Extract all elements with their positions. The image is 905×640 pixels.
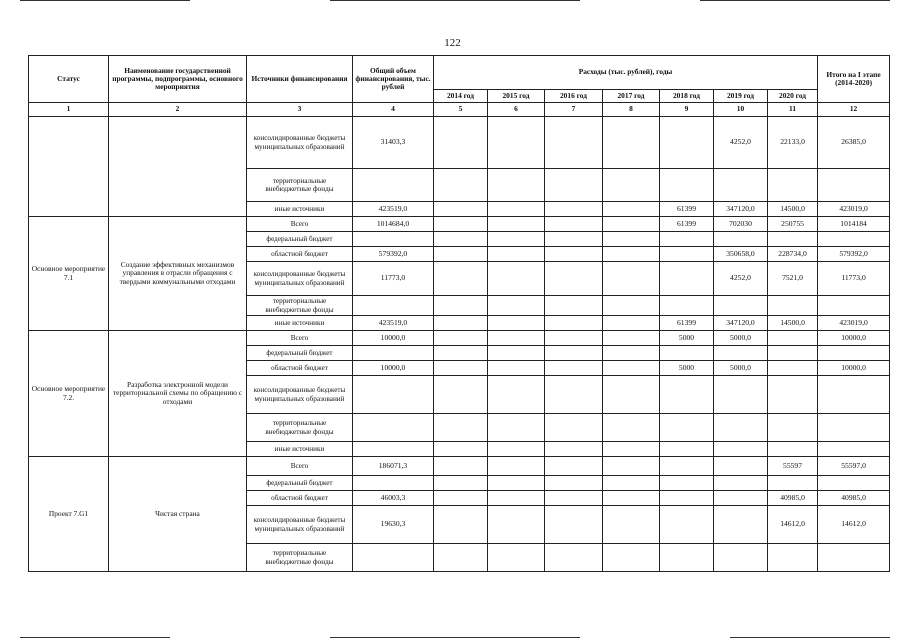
value-cell-y2014 [434,262,488,296]
value-cell-y2014 [434,169,488,202]
value-cell-y2019 [714,442,768,457]
value-cell-y2014 [434,217,488,232]
source-cell: федеральный бюджет [247,476,353,491]
status-cell: Основное мероприятие 7.1 [29,217,109,331]
value-cell-y2016 [545,414,603,442]
value-cell-total [353,169,434,202]
value-cell-y2018 [660,169,714,202]
value-cell-y2014 [434,202,488,217]
financing-table [28,55,890,572]
value-cell-stage: 11773,0 [818,262,890,296]
value-cell-y2017 [603,457,660,476]
value-cell-y2020 [768,544,818,572]
value-cell-y2014 [434,442,488,457]
source-cell: территориальные внебюджетные фонды [247,169,353,202]
header-year: 2014 год [434,90,488,103]
scan-edge-line [700,0,890,1]
value-cell-y2017 [603,262,660,296]
header-sources: Источники финансирования [247,56,353,103]
value-cell-stage: 40985,0 [818,491,890,506]
value-cell-y2018 [660,506,714,544]
value-cell-y2014 [434,296,488,316]
value-cell-y2017 [603,247,660,262]
value-cell-y2020: 40985,0 [768,491,818,506]
source-cell: федеральный бюджет [247,346,353,361]
source-cell: федеральный бюджет [247,232,353,247]
value-cell-total: 10000,0 [353,361,434,376]
header-year: 2018 год [660,90,714,103]
value-cell-y2019: 702030 [714,217,768,232]
value-cell-y2016 [545,476,603,491]
source-cell: территориальные внебюджетные фонды [247,544,353,572]
value-cell-y2019 [714,491,768,506]
source-cell: иные источники [247,442,353,457]
value-cell-y2020 [768,361,818,376]
value-cell-total [353,346,434,361]
value-cell-y2015 [488,232,545,247]
value-cell-y2018 [660,457,714,476]
value-cell-y2016 [545,346,603,361]
value-cell-total [353,414,434,442]
value-cell-y2018 [660,262,714,296]
value-cell-y2018 [660,376,714,414]
value-cell-y2014 [434,457,488,476]
program-name-cell: Чистая страна [109,457,247,572]
source-cell: консолидированные бюджеты муниципальных образований [247,376,353,414]
table-row [29,331,890,346]
source-cell: иные источники [247,202,353,217]
value-cell-y2020: 14500,0 [768,202,818,217]
source-cell: консолидированные бюджеты муниципальных образований [247,506,353,544]
value-cell-y2018 [660,491,714,506]
value-cell-y2015 [488,376,545,414]
scan-edge-line [730,637,890,638]
value-cell-y2017 [603,217,660,232]
value-cell-stage: 579392,0 [818,247,890,262]
value-cell-y2017 [603,232,660,247]
value-cell-y2018 [660,296,714,316]
value-cell-y2020: 228734,0 [768,247,818,262]
value-cell-y2019 [714,232,768,247]
value-cell-stage: 423019,0 [818,316,890,331]
value-cell-y2016 [545,376,603,414]
header-program: Наименование государственной программы, подпрограммы, основного мероприятия [109,56,247,103]
source-cell: консолидированные бюджеты муниципальных образований [247,117,353,169]
value-cell-y2019 [714,544,768,572]
value-cell-y2019 [714,169,768,202]
value-cell-total [353,376,434,414]
value-cell-y2019 [714,376,768,414]
value-cell-y2016 [545,331,603,346]
header-year: 2015 год [488,90,545,103]
value-cell-y2020 [768,232,818,247]
value-cell-y2018 [660,442,714,457]
value-cell-stage [818,296,890,316]
value-cell-y2018 [660,476,714,491]
value-cell-y2017 [603,346,660,361]
value-cell-y2015 [488,296,545,316]
value-cell-y2017 [603,316,660,331]
source-cell: Всего [247,217,353,232]
value-cell-y2014 [434,247,488,262]
value-cell-y2020: 14500,0 [768,316,818,331]
column-number: 3 [247,103,353,117]
value-cell-y2018 [660,232,714,247]
source-cell: областной бюджет [247,247,353,262]
value-cell-y2019 [714,476,768,491]
value-cell-y2019 [714,506,768,544]
value-cell-y2014 [434,316,488,331]
scan-edge-line [330,637,580,638]
value-cell-y2017 [603,491,660,506]
header-total-stage: Итого на I этапе (2014-2020) [818,56,890,103]
value-cell-stage [818,346,890,361]
value-cell-y2016 [545,296,603,316]
scan-edge-line [20,637,170,638]
value-cell-y2017 [603,331,660,346]
value-cell-y2016 [545,247,603,262]
value-cell-total [353,476,434,491]
value-cell-y2016 [545,217,603,232]
table-body [29,117,890,572]
value-cell-y2015 [488,476,545,491]
value-cell-total: 19630,3 [353,506,434,544]
value-cell-y2015 [488,262,545,296]
value-cell-y2020: 22133,0 [768,117,818,169]
value-cell-total [353,232,434,247]
status-cell: Основное мероприятие 7.2. [29,331,109,457]
value-cell-y2017 [603,361,660,376]
value-cell-y2014 [434,331,488,346]
value-cell-y2016 [545,457,603,476]
value-cell-y2018 [660,247,714,262]
value-cell-y2016 [545,544,603,572]
value-cell-y2020 [768,414,818,442]
value-cell-total: 31403,3 [353,117,434,169]
value-cell-y2015 [488,202,545,217]
value-cell-y2015 [488,361,545,376]
column-number: 9 [660,103,714,117]
value-cell-total: 423519,0 [353,316,434,331]
value-cell-y2017 [603,442,660,457]
value-cell-total: 186071,3 [353,457,434,476]
value-cell-total [353,296,434,316]
value-cell-y2014 [434,491,488,506]
header-year: 2020 год [768,90,818,103]
value-cell-y2015 [488,442,545,457]
value-cell-y2014 [434,361,488,376]
value-cell-y2015 [488,217,545,232]
value-cell-y2015 [488,247,545,262]
value-cell-y2019 [714,457,768,476]
value-cell-stage: 10000,0 [818,331,890,346]
value-cell-y2018 [660,346,714,361]
value-cell-y2019 [714,414,768,442]
value-cell-y2016 [545,316,603,331]
value-cell-y2016 [545,202,603,217]
value-cell-y2019: 4252,0 [714,262,768,296]
column-number: 6 [488,103,545,117]
value-cell-y2019: 5000,0 [714,331,768,346]
source-cell: Всего [247,457,353,476]
value-cell-stage [818,376,890,414]
column-number: 2 [109,103,247,117]
value-cell-y2020 [768,296,818,316]
value-cell-y2016 [545,361,603,376]
value-cell-stage [818,232,890,247]
source-cell: областной бюджет [247,491,353,506]
value-cell-y2018 [660,414,714,442]
value-cell-y2019: 350658,0 [714,247,768,262]
value-cell-y2019: 4252,0 [714,117,768,169]
value-cell-stage: 14612,0 [818,506,890,544]
value-cell-y2015 [488,414,545,442]
program-name-cell [109,117,247,217]
header-total-volume: Общий объем финансирования, тыс. рублей [353,56,434,103]
value-cell-y2020: 7521,0 [768,262,818,296]
value-cell-y2019: 347120,0 [714,202,768,217]
value-cell-stage [818,169,890,202]
value-cell-y2020: 250755 [768,217,818,232]
value-cell-stage: 26385,0 [818,117,890,169]
value-cell-y2015 [488,491,545,506]
value-cell-stage: 10000,0 [818,361,890,376]
value-cell-y2017 [603,414,660,442]
value-cell-y2020 [768,346,818,361]
scan-edge-line [330,0,580,1]
value-cell-total: 579392,0 [353,247,434,262]
value-cell-y2014 [434,414,488,442]
program-name-cell: Разработка электронной модели территориальной схемы по обращению с отходами [109,331,247,457]
value-cell-y2015 [488,331,545,346]
value-cell-y2017 [603,296,660,316]
value-cell-y2016 [545,506,603,544]
status-cell: Проект 7.G1 [29,457,109,572]
value-cell-y2018 [660,117,714,169]
value-cell-y2020 [768,376,818,414]
column-number: 7 [545,103,603,117]
value-cell-y2020 [768,331,818,346]
header-status: Статус [29,56,109,103]
value-cell-y2016 [545,262,603,296]
value-cell-total: 11773,0 [353,262,434,296]
table-header [29,56,890,117]
source-cell: территориальные внебюджетные фонды [247,296,353,316]
value-cell-y2014 [434,476,488,491]
value-cell-y2017 [603,169,660,202]
value-cell-y2020 [768,476,818,491]
value-cell-y2014 [434,506,488,544]
column-number: 4 [353,103,434,117]
value-cell-total: 423519,0 [353,202,434,217]
value-cell-stage [818,476,890,491]
value-cell-y2018: 5000 [660,331,714,346]
value-cell-y2015 [488,117,545,169]
column-number: 5 [434,103,488,117]
header-year: 2017 год [603,90,660,103]
source-cell: консолидированные бюджеты муниципальных образований [247,262,353,296]
value-cell-y2019 [714,346,768,361]
value-cell-y2020: 55597 [768,457,818,476]
header-expenses: Расходы (тыс. рублей), годы [434,56,818,90]
value-cell-y2016 [545,442,603,457]
column-number: 1 [29,103,109,117]
value-cell-y2017 [603,476,660,491]
column-number: 8 [603,103,660,117]
scan-edge-line [20,0,190,1]
value-cell-y2014 [434,232,488,247]
value-cell-stage [818,442,890,457]
column-number: 11 [768,103,818,117]
value-cell-y2017 [603,506,660,544]
value-cell-y2016 [545,169,603,202]
value-cell-y2016 [545,232,603,247]
value-cell-total: 46003,3 [353,491,434,506]
value-cell-y2017 [603,117,660,169]
source-cell: территориальные внебюджетные фонды [247,414,353,442]
program-name-cell: Создание эффективных механизмов управления в отрасли обращения с твердыми коммунальными отходами [109,217,247,331]
value-cell-y2018 [660,544,714,572]
value-cell-total: 1014684,0 [353,217,434,232]
table-row [29,457,890,476]
value-cell-y2019: 5000,0 [714,361,768,376]
column-number: 10 [714,103,768,117]
table-row [29,117,890,169]
value-cell-total [353,442,434,457]
value-cell-y2014 [434,117,488,169]
source-cell: иные источники [247,316,353,331]
value-cell-y2018: 5000 [660,361,714,376]
value-cell-y2018: 61399 [660,316,714,331]
value-cell-y2018: 61399 [660,202,714,217]
value-cell-y2017 [603,202,660,217]
value-cell-y2015 [488,316,545,331]
page-number: 122 [444,37,461,49]
value-cell-y2015 [488,346,545,361]
value-cell-y2019: 347120,0 [714,316,768,331]
value-cell-y2015 [488,457,545,476]
value-cell-y2015 [488,544,545,572]
value-cell-y2020 [768,442,818,457]
header-year: 2016 год [545,90,603,103]
value-cell-y2016 [545,491,603,506]
value-cell-stage [818,544,890,572]
header-year: 2019 год [714,90,768,103]
source-cell: областной бюджет [247,361,353,376]
value-cell-y2014 [434,376,488,414]
value-cell-stage: 55597,0 [818,457,890,476]
status-cell [29,117,109,217]
table-row [29,217,890,232]
value-cell-y2020 [768,169,818,202]
column-number: 12 [818,103,890,117]
value-cell-y2017 [603,544,660,572]
value-cell-y2014 [434,346,488,361]
value-cell-y2015 [488,506,545,544]
value-cell-stage: 1014184 [818,217,890,232]
value-cell-stage: 423019,0 [818,202,890,217]
value-cell-y2019 [714,296,768,316]
value-cell-y2014 [434,544,488,572]
value-cell-y2018: 61399 [660,217,714,232]
value-cell-total [353,544,434,572]
value-cell-total: 10000,0 [353,331,434,346]
source-cell: Всего [247,331,353,346]
value-cell-y2020: 14612,0 [768,506,818,544]
value-cell-y2017 [603,376,660,414]
value-cell-y2016 [545,117,603,169]
value-cell-stage [818,414,890,442]
value-cell-y2015 [488,169,545,202]
